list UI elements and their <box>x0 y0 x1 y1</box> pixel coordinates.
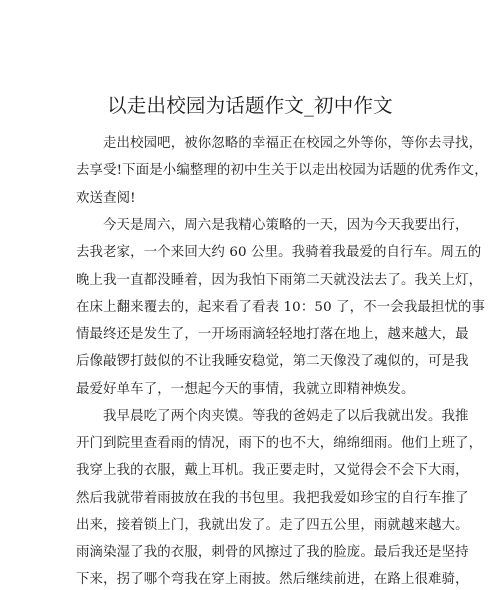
paragraph-line: 下来，拐了哪个弯我在穿上雨披。然后继续前进，在路上很难骑， <box>76 572 469 587</box>
paragraph-line: 我穿上我的衣服，戴上耳机。我正要走时，又觉得会不会下大雨， <box>76 463 469 478</box>
paragraph-line: 然后我就带着雨披放在我的书包里。我把我爱如珍宝的自行车推了 <box>76 491 469 506</box>
paragraph-line: 我早晨吃了两个肉夹馍。等我的爸妈走了以后我就出发。我推 <box>103 409 469 424</box>
paragraph-line: 晚上我一直都没睡着，因为我怕下雨第二天就没法去了。我关上灯， <box>76 273 483 288</box>
paragraph-line: 欢送查阅! <box>76 191 136 206</box>
paragraph-line: 今天是周六，周六是我精心策略的一天，因为今天我要出行， <box>103 218 469 233</box>
document-title: 以走出校园为话题作文_初中作文 <box>107 94 393 117</box>
paragraph-line: 开门到院里查看雨的情况，雨下的也不大，绵绵细雨。他们上班了， <box>76 436 483 451</box>
paragraph-line: 去我老家，一个来回大约 60 公里。我骑着我最爱的自行车。周五的 <box>76 245 482 260</box>
paragraph-line: 去享受!下面是小编整理的初中生关于以走出校园为话题的优秀作文， <box>76 163 488 178</box>
paragraph-line: 后像敲锣打鼓似的不让我睡安稳觉，第二天像没了魂似的，可是我 <box>76 354 469 369</box>
paragraph-line: 雨滴染湿了我的衣服，刺骨的风擦过了我的脸庞。最后我还是坚持 <box>76 545 469 560</box>
paragraph-line: 出来，接着锁上门，我就出发了。走了四五公里，雨就越来越大。 <box>76 518 469 533</box>
paragraph-line: 情最终还是发生了，一开场雨滴轻轻地打落在地上，越来越大，最 <box>76 327 469 342</box>
paragraph-line: 走出校园吧，被你忽略的幸福正在校园之外等你，等你去寻找， <box>103 136 483 151</box>
paragraph-line: 在床上翻来覆去的，起来看了看表 10：50 了，不一会我最担忧的事 <box>76 300 486 315</box>
paragraph-line: 最爱好单车了，一想起今天的事情，我就立即精神焕发。 <box>76 382 415 397</box>
